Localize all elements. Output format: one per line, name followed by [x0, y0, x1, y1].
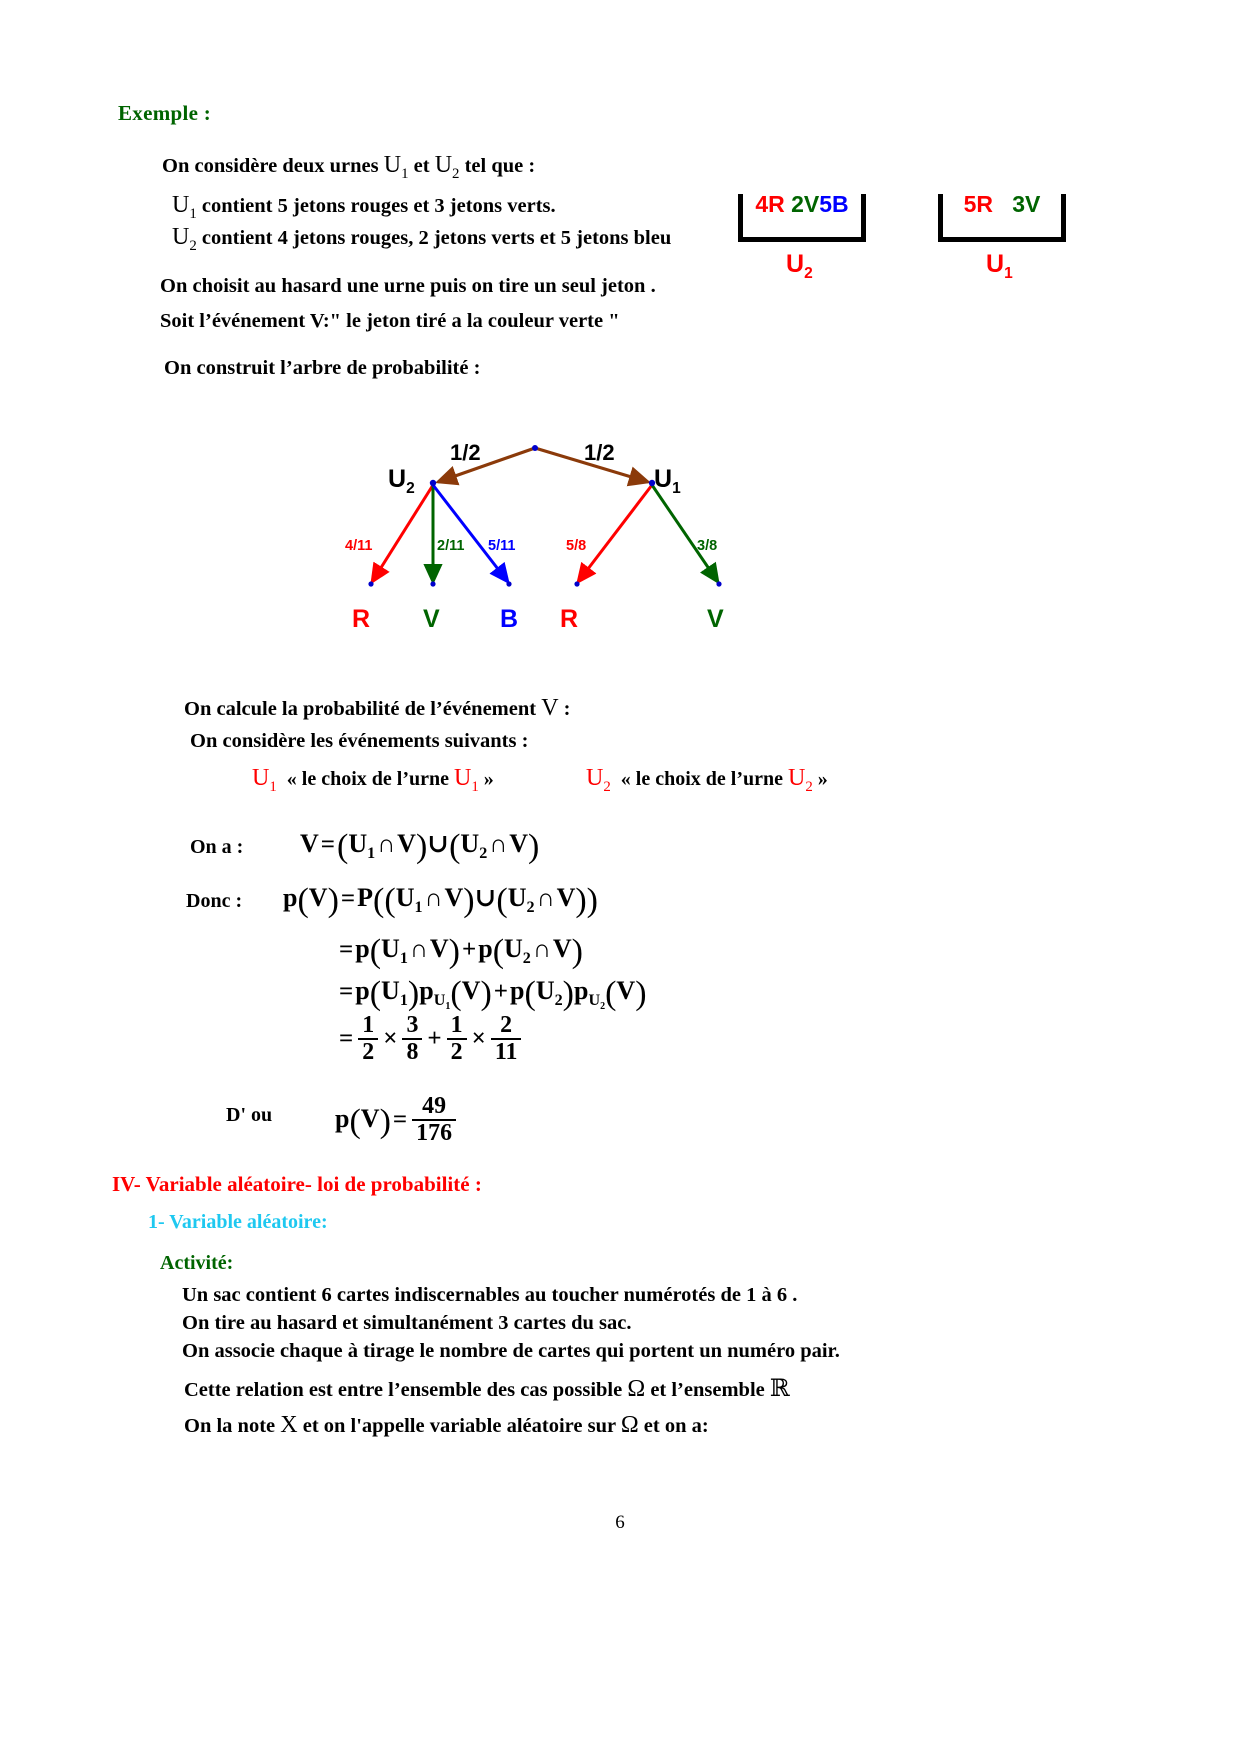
- tree-branch-prob-left: 1/2: [450, 440, 481, 465]
- urn-1-container: [938, 191, 1066, 242]
- line-soit-evenement: Soit l’événement V:" le jeton tiré a la couleur verte ": [160, 310, 620, 332]
- tree-edge-prob-5-8: 5/8: [566, 538, 587, 554]
- text-colon: :: [558, 698, 571, 720]
- sym-cup: ∪: [427, 829, 450, 858]
- line-activite-associe: On associe chaque à tirage le nombre de cartes qui portent un numéro pair.: [182, 1340, 840, 1362]
- text-on-calcule: On calcule la probabilité de l’événement: [184, 698, 542, 720]
- math-equation-pv-expanded: $p(V)=P((U_1\cap V)\cup(U_2\cap V))$: [283, 882, 598, 919]
- line-activite-sac: Un sac contient 6 cartes indiscernables au toucher numérotés de 1 à 6 .: [182, 1284, 798, 1306]
- line-activite-tire: On tire au hasard et simultanément 3 cartes du sac.: [182, 1312, 632, 1334]
- symbol-omega: Ω: [620, 1412, 639, 1438]
- math-lead-donc: Donc :: [186, 890, 243, 912]
- text-note-post: et on a:: [638, 1415, 709, 1437]
- branch-u2-to-r: [372, 485, 433, 582]
- line-on-choisit: On choisit au hasard une urne puis on tire un seul jeton .: [160, 275, 656, 297]
- urn-1-token-red: 5R: [963, 191, 994, 217]
- line-u1-contient: [172, 192, 556, 223]
- probability-tree-diagram: [300, 430, 780, 615]
- text-tel-que: tel que :: [459, 155, 536, 177]
- urn-1-contents: [943, 191, 1061, 218]
- urn-2-token-blue: 5B: [819, 191, 849, 217]
- tree-edge-prob-2-11: 2/11: [437, 538, 465, 554]
- symbol-omega: Ω: [627, 1376, 646, 1402]
- sym-u: U: [460, 829, 480, 858]
- line-deux-urnes: [162, 152, 535, 183]
- tree-edge-prob-5-11: 5/11: [488, 538, 516, 554]
- fraction-two-elevenths: $\frac{2}{11}$: [491, 1013, 522, 1065]
- paren-close: ): [528, 828, 540, 865]
- symbol-x: X: [280, 1412, 298, 1438]
- urn-2-label: $U_2$: [786, 250, 813, 282]
- sym-v: V: [300, 829, 319, 858]
- tree-branch-prob-right: 1/2: [584, 440, 615, 465]
- section-iv-heading: IV- Variable aléatoire- loi de probabilité :: [112, 1172, 482, 1196]
- symbol-real-numbers: ℝ: [769, 1376, 790, 1402]
- branch-u1-to-r: [578, 485, 652, 582]
- urn-2-container: [738, 191, 866, 242]
- sym-u: U: [348, 829, 368, 858]
- text-on-considere: On considère deux urnes: [162, 155, 384, 177]
- math-equation-sum-intersections: $=p(U_1\cap V)+p(U_2\cap V)$: [339, 933, 583, 970]
- urn-2-token-red: 4R: [755, 191, 785, 217]
- event-u2-text-post: »: [812, 768, 828, 790]
- tree-leaf-node-v2: [716, 581, 721, 586]
- urn-1-token-green: 3V: [1012, 191, 1041, 217]
- event-u2-text-pre: « le choix de l’urne: [620, 768, 788, 790]
- branch-u1-to-v: [652, 485, 718, 582]
- math-equation-v-union: $V=(U_1\cap V)\cup(U_2\cap V)$: [300, 828, 540, 865]
- tree-leaf-label-v1: V: [423, 605, 440, 633]
- exemple-heading: Exemple :: [118, 101, 212, 125]
- sym-equals: =: [320, 831, 336, 858]
- tree-node-label-u1: $U_1$: [654, 465, 681, 497]
- subsection-1-heading: 1- Variable aléatoire:: [148, 1211, 328, 1233]
- text-relation-pre: Cette relation est entre l’ensemble des cas possible: [184, 1379, 628, 1401]
- paren-close: ): [415, 828, 428, 865]
- math-lead-dou: D' ou: [226, 1104, 273, 1126]
- line-u2-contient: [172, 224, 671, 255]
- event-symbol-u1-inline: $U_1$: [454, 765, 479, 795]
- event-u1-text-pre: « le choix de l’urne: [286, 768, 454, 790]
- sym-cap: ∩: [489, 831, 508, 858]
- line-on-construit-arbre: On construit l’arbre de probabilité :: [164, 357, 481, 379]
- urn-1-label: $U_1$: [986, 250, 1013, 282]
- tree-leaf-label-b1: B: [500, 605, 519, 633]
- tree-edge-prob-3-8: 3/8: [697, 538, 718, 554]
- symbol-v: V: [541, 695, 559, 721]
- tree-node-root: [532, 445, 538, 451]
- line-activite-relation: [184, 1374, 790, 1403]
- sym-v: V: [397, 829, 416, 858]
- activite-heading: Activité:: [160, 1252, 234, 1274]
- text-u2-contient: contient 4 jetons rouges, 2 jetons verts et 5 jetons bleu: [196, 227, 672, 249]
- text-note-mid: et on l'appelle variable aléatoire sur: [297, 1415, 621, 1437]
- event-symbol-u2-inline: $U_2$: [788, 765, 813, 795]
- text-relation-mid: et l’ensemble: [645, 1379, 770, 1401]
- tree-leaf-node-b1: [506, 581, 511, 586]
- tree-leaf-node-r2: [574, 581, 579, 586]
- sym-p-upper: P: [357, 883, 374, 912]
- text-u1-contient: contient 5 jetons rouges et 3 jetons verts.: [196, 195, 556, 217]
- page-number: 6: [615, 1512, 625, 1533]
- event-definition-u1: [252, 765, 494, 796]
- line-on-calcule: [184, 695, 571, 722]
- tree-edge-prob-4-11: 4/11: [345, 538, 373, 554]
- text-note-pre: On la note: [184, 1415, 281, 1437]
- line-activite-note: [184, 1412, 709, 1439]
- tree-leaf-label-v2: V: [707, 605, 724, 633]
- urn-2-contents: [743, 191, 861, 218]
- sym-p-lower: p: [283, 883, 298, 912]
- symbol-u1: $U_1$: [383, 152, 409, 182]
- tree-leaf-label-r2: R: [560, 605, 579, 633]
- tree-leaf-node-v1: [430, 581, 435, 586]
- math-equation-result: p(V)= $\frac{49}{176}$: [335, 1094, 459, 1146]
- fraction-one-half-a: $\frac{1}{2}$: [358, 1013, 378, 1065]
- symbol-u2: $U_2$: [172, 224, 197, 254]
- line-on-considere-evenements: On considère les événements suivants :: [190, 730, 529, 752]
- text-et: et: [408, 155, 435, 177]
- event-u1-text-post: »: [478, 768, 494, 790]
- tree-node-u2: [430, 480, 436, 486]
- fraction-one-half-b: $\frac{1}{2}$: [447, 1013, 467, 1065]
- event-definition-u2: [586, 765, 828, 796]
- symbol-u1: $U_1$: [172, 192, 197, 222]
- tree-node-label-u2: $U_2$: [388, 465, 415, 497]
- symbol-u2: $U_2$: [434, 152, 460, 182]
- fraction-three-eighths: $\frac{3}{8}$: [402, 1013, 422, 1065]
- fraction-result: $\frac{49}{176}$: [412, 1094, 456, 1146]
- urn-2-token-green: 2V: [791, 191, 820, 217]
- paren-open: (: [449, 828, 461, 865]
- math-lead-on-a: On a :: [190, 836, 244, 858]
- branch-u2-to-b: [433, 485, 508, 582]
- sym-v: V: [509, 829, 528, 858]
- math-equation-fractions: = $\frac{1}{2}$ × $\frac{3}{8}$ + $\frac{1}{2}$ × $\frac{2}{11}$: [337, 1013, 524, 1065]
- tree-leaf-label-r1: R: [352, 605, 371, 633]
- tree-leaf-node-r1: [368, 581, 373, 586]
- event-symbol-u2: $U_2$: [586, 765, 611, 795]
- event-symbol-u1: $U_1$: [252, 765, 277, 795]
- math-equation-conditional: $=p(U_1)p_{U_1}(V)+p(U_2)p_{U_2}(V)$: [339, 975, 647, 1013]
- paren-open: (: [337, 828, 349, 865]
- sym-cap: ∩: [377, 831, 396, 858]
